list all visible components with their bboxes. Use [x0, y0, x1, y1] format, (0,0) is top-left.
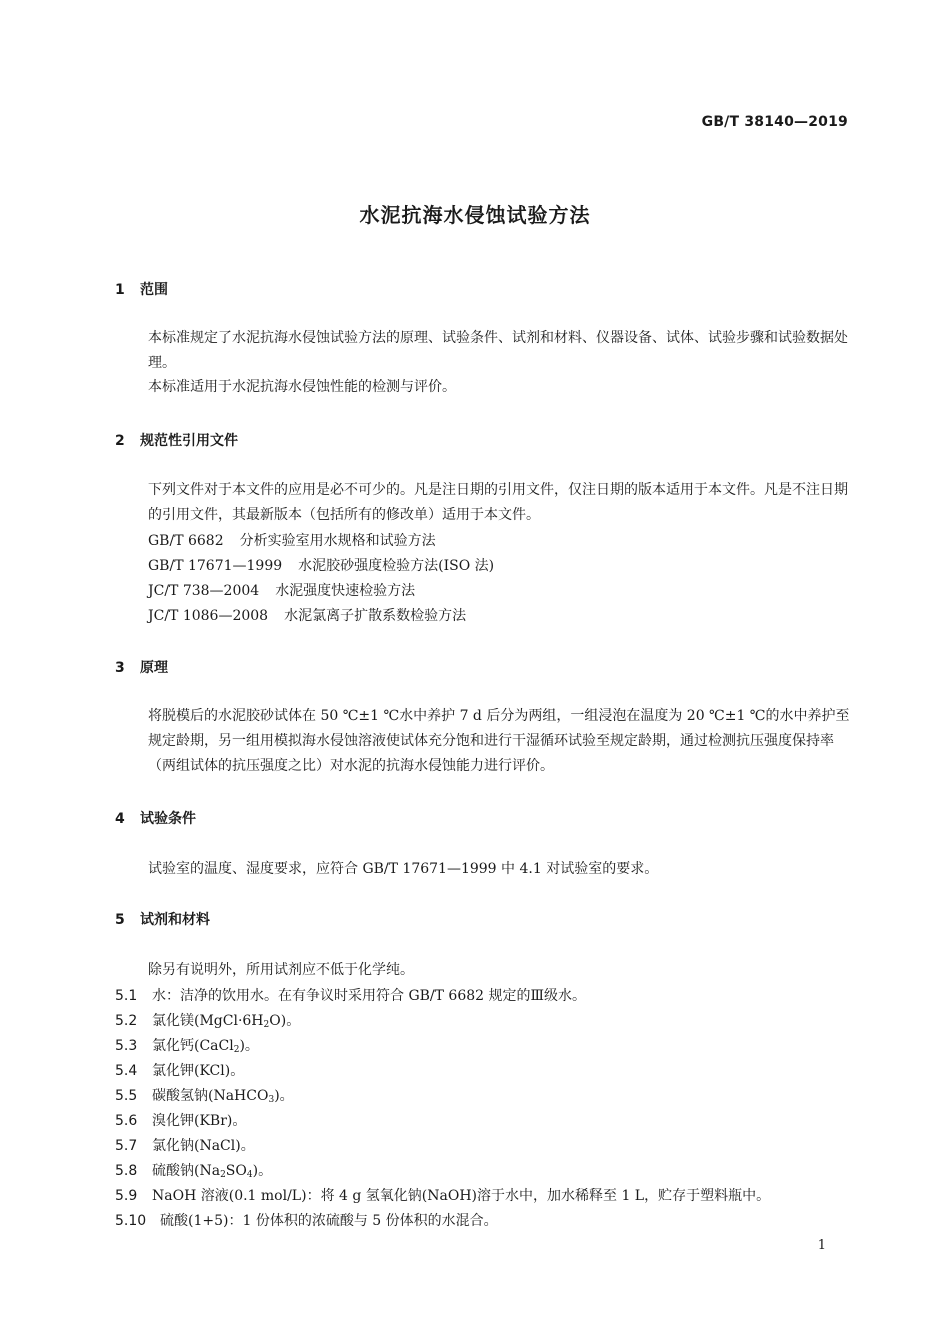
reference-item	[148, 605, 466, 625]
item-number: 5.7	[115, 1138, 138, 1154]
reference-name: 水泥氯离子扩散系数检验方法	[284, 608, 467, 624]
section-title: 试验条件	[140, 811, 196, 827]
reference-code: JC/T 738—2004	[148, 583, 260, 599]
section-1-paragraph-1	[115, 326, 850, 376]
section-heading-5	[115, 909, 210, 929]
section-heading-2	[115, 430, 238, 450]
section-4-paragraph-1: 试验室的温度、湿度要求，应符合 GB/T 17671—1999 中 4.1 对试验室的要求。	[148, 861, 659, 877]
reference-item	[148, 555, 494, 575]
list-item	[115, 1110, 246, 1130]
item-text: 硫酸(1+5)：1 份体积的浓硫酸与 5 份体积的水混合。	[160, 1213, 498, 1229]
item-text: 氯化镁$(MgCl\cdot 6H_2O)$。	[152, 1013, 301, 1030]
section-title: 原理	[140, 660, 168, 676]
reference-code: JC/T 1086—2008	[148, 608, 269, 624]
section-title: 范围	[140, 282, 168, 298]
reference-code: GB/T 17671—1999	[148, 558, 283, 574]
section-2-paragraph-1	[115, 478, 850, 528]
item-number: 5.10	[115, 1213, 147, 1229]
section-3-paragraph-1	[115, 704, 850, 779]
section-1-paragraph-2: 本标准适用于水泥抗海水侵蚀性能的检测与评价。	[148, 379, 456, 395]
item-text: 氯化钙(CaCl$_2$)。	[152, 1038, 259, 1055]
page-number: 1	[817, 1238, 826, 1253]
document-title: 水泥抗海水侵蚀试验方法	[359, 203, 591, 227]
item-text: 碳酸氢钠(NaHCO$_3$)。	[152, 1088, 294, 1105]
section-number: 3	[115, 660, 125, 676]
list-item	[115, 1085, 294, 1105]
item-number: 5.8	[115, 1163, 138, 1179]
paragraph-text: 本标准规定了水泥抗海水侵蚀试验方法的原理、试验条件、试剂和材料、仪器设备、试体、试验步骤和试验数据处理。	[148, 330, 848, 371]
reference-item	[148, 530, 436, 550]
item-number: 5.4	[115, 1063, 138, 1079]
section-number: 2	[115, 433, 125, 449]
reference-code: GB/T 6682	[148, 533, 224, 549]
list-item	[115, 1185, 770, 1205]
section-heading-3	[115, 657, 168, 677]
list-item	[115, 1210, 498, 1230]
list-item	[115, 1060, 244, 1080]
item-number: 5.5	[115, 1088, 138, 1104]
item-text: 溴化钾(KBr)。	[152, 1113, 247, 1129]
section-title: 试剂和材料	[140, 912, 210, 928]
section-number: 1	[115, 282, 125, 298]
item-number: 5.3	[115, 1038, 138, 1054]
list-item	[115, 985, 586, 1005]
item-text: 氯化钾(KCl)。	[152, 1063, 245, 1079]
section-title: 规范性引用文件	[140, 433, 238, 449]
item-text: 硫酸钠$(Na_2SO_4)$。	[152, 1163, 273, 1180]
item-number: 5.6	[115, 1113, 138, 1129]
section-number: 4	[115, 811, 125, 827]
list-item	[115, 1135, 255, 1155]
section-5-paragraph-1: 除另有说明外，所用试剂应不低于化学纯。	[148, 962, 414, 978]
reference-item	[148, 580, 415, 600]
item-text: 氯化钠(NaCl)。	[152, 1138, 255, 1154]
item-text: NaOH 溶液(0.1 mol/L)：将 4 g 氢氧化钠(NaOH)溶于水中，加水稀释至 1 L，贮存于塑料瓶中。	[152, 1188, 771, 1204]
item-number: 5.9	[115, 1188, 138, 1204]
reference-name: 水泥胶砂强度检验方法(ISO 法)	[298, 558, 495, 574]
section-heading-1	[115, 279, 168, 299]
list-item	[115, 1010, 300, 1030]
reference-name: 分析实验室用水规格和试验方法	[239, 533, 436, 549]
item-text: 水：洁净的饮用水。在有争议时采用符合 GB/T 6682 规定的Ⅲ级水。	[152, 988, 587, 1004]
paragraph-text: 下列文件对于本文件的应用是必不可少的。凡是注日期的引用文件，仅注日期的版本适用于本文件。凡是不注日期的引用文件，其最新版本（包括所有的修改单）适用于本文件。	[148, 482, 848, 523]
item-number: 5.2	[115, 1013, 138, 1029]
section-heading-4	[115, 808, 196, 828]
item-number: 5.1	[115, 988, 138, 1004]
list-item	[115, 1160, 272, 1180]
reference-name: 水泥强度快速检验方法	[275, 583, 416, 599]
section-number: 5	[115, 912, 125, 928]
list-item	[115, 1035, 259, 1055]
paragraph-text: 将脱模后的水泥胶砂试体在 50 ℃±1 ℃水中养护 7 d 后分为两组，一组浸泡在温度为 20 ℃±1 ℃的水中养护至规定龄期，另一组用模拟海水侵蚀溶液使试体充分饱和进行干湿循环试验至规定龄期，通过检测抗压强度保持率（两组试体的抗压强度之比）对水泥的抗海水侵蚀能力进行评价。	[148, 708, 850, 774]
standard-number: GB/T 38140—2019	[701, 114, 848, 130]
